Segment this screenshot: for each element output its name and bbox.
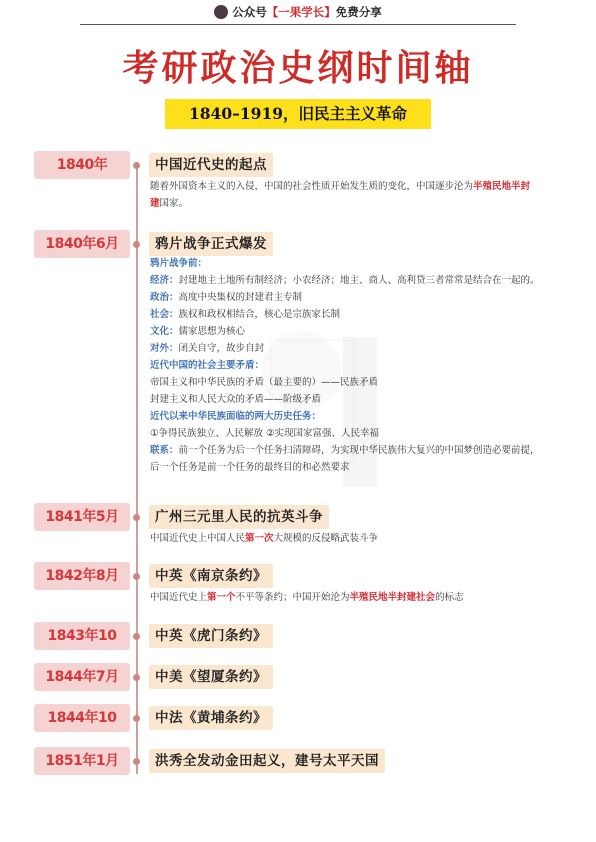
timeline-event-title: 中英《虎门条约》 bbox=[149, 624, 273, 648]
timeline-event-desc: 随着外国资本主义的入侵，中国的社会性质开始发生质的变化，中国逐步沦为半殖民地半封 建国家。 bbox=[150, 181, 531, 209]
timeline-date: 1843年10 bbox=[34, 622, 130, 650]
timeline-event-title: 洪秀全发动金田起义，建号太平天国 bbox=[149, 749, 385, 773]
timeline-event-desc: 中国近代史上第一个不平等条约；中国开始沦为半殖民地半封建社会的标志 bbox=[150, 592, 464, 603]
timeline-dot bbox=[133, 514, 140, 521]
timeline-dot bbox=[133, 715, 140, 722]
timeline-date: 1841年5月 bbox=[34, 503, 130, 531]
timeline-date: 1840年6月 bbox=[34, 230, 130, 258]
timeline-dot bbox=[133, 241, 140, 248]
header-suffix: 免费分享 bbox=[335, 5, 382, 19]
header-divider bbox=[80, 24, 516, 25]
timeline-date: 1844年7月 bbox=[34, 663, 130, 691]
timeline-event-details: 鸦片战争前： 经济：封建地主土地所有制经济；小农经济；地主、商人、高利贷三者常常是结合在一起的。 政治：高度中央集权的封建君主专制 社会：族权和政权相结合，核心是宗族家长制 文化：儒家思想为核心 对外：闭关自守，故步自封 近代中国的社会主要矛盾： 帝国主义和中华民族的矛盾（最主要的）——民族矛盾 封建主义和人民大众的矛盾——阶级矛盾 近代以来中华民族面临的两大历史任务： ①争得民族独立、人民解放 ②实现国家富强、人民幸福 联系：前一个任务为后一个任务扫清障碍，为实现中华民族伟大复兴的中国梦创造必要前提， 后一个任务是前一个任务的最终目的和必然要求 bbox=[150, 258, 540, 473]
timeline-date: 1842年8月 bbox=[34, 562, 130, 590]
timeline-date: 1840年 bbox=[34, 151, 130, 179]
timeline-dot bbox=[133, 674, 140, 681]
timeline-event-desc: 中国近代史上中国人民第一次大规模的反侵略武装斗争 bbox=[150, 533, 379, 544]
timeline-dot bbox=[133, 633, 140, 640]
timeline-event-title: 中国近代史的起点 bbox=[149, 153, 273, 177]
timeline-event-title: 中法《黄埔条约》 bbox=[149, 706, 273, 730]
timeline-date: 1844年10 bbox=[34, 704, 130, 732]
page-subtitle: 1840–1919，旧民主主义革命 bbox=[165, 99, 431, 129]
page-title: 考研政治史纲时间轴 bbox=[122, 47, 474, 89]
timeline-date: 1851年1月 bbox=[34, 747, 130, 775]
timeline-event-title: 广州三元里人民的抗英斗争 bbox=[149, 505, 329, 529]
header-prefix: 公众号 bbox=[232, 5, 267, 19]
timeline-dot bbox=[133, 758, 140, 765]
timeline-dot bbox=[133, 162, 140, 169]
header-brand: 【一果学长】 bbox=[266, 5, 336, 19]
header bbox=[0, 4, 596, 24]
timeline-event-title: 中英《南京条约》 bbox=[149, 564, 273, 588]
timeline-axis bbox=[136, 162, 138, 774]
timeline-event-title: 鸦片战争正式爆发 bbox=[149, 232, 273, 256]
avatar bbox=[214, 5, 228, 19]
timeline-dot bbox=[133, 573, 140, 580]
timeline-event-title: 中美《望厦条约》 bbox=[149, 665, 273, 689]
